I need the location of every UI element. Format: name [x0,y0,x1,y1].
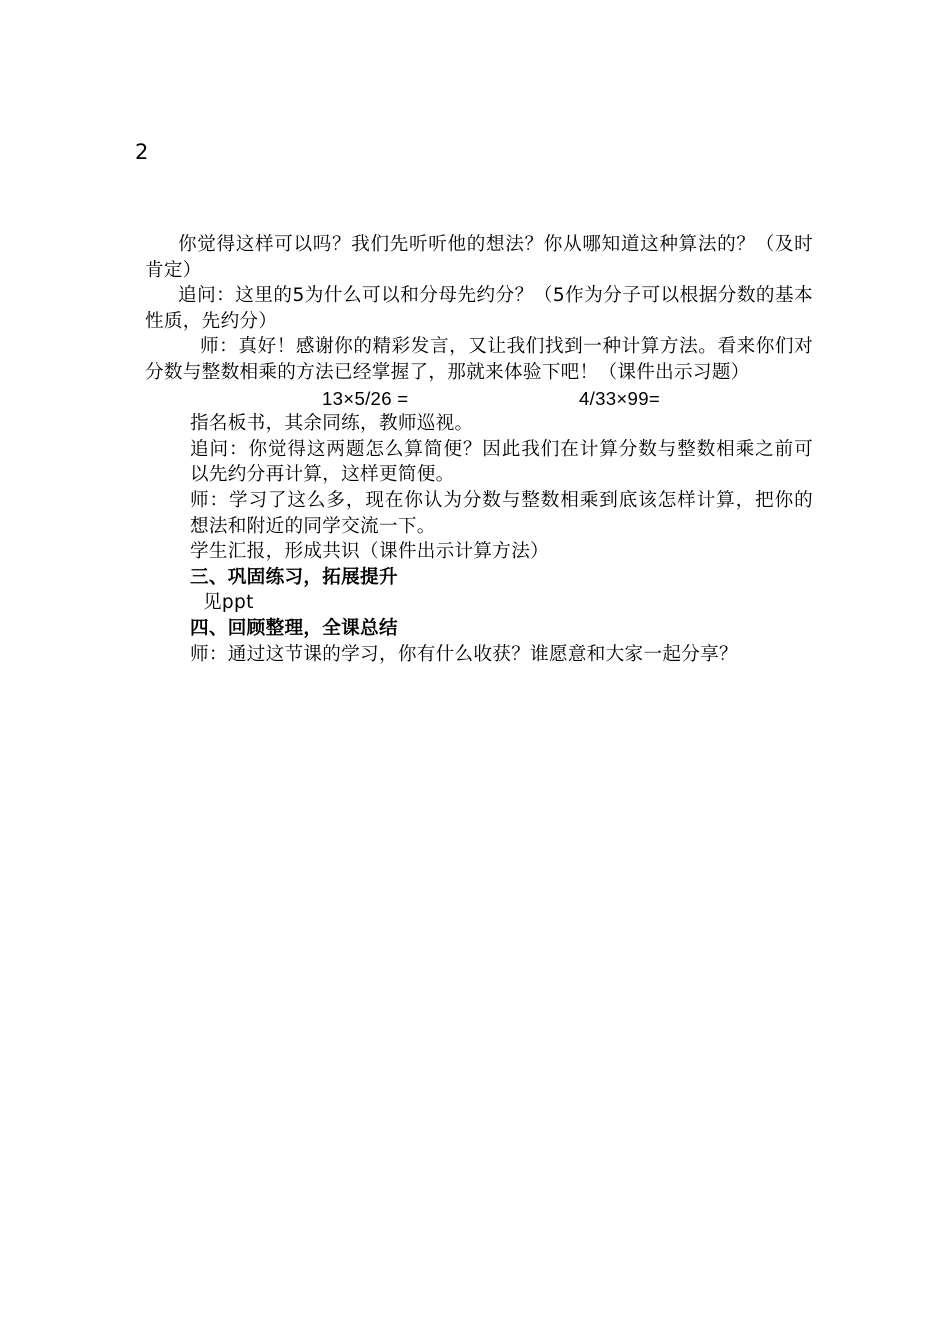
paragraph-follow-up-1: 追问：这里的5为什么可以和分母先约分？（5作为分子可以根据分数的基本性质，先约分） [145,285,813,332]
paragraph-closing-question: 师：通过这节课的学习，你有什么收获？谁愿意和大家一起分享？ [190,643,738,665]
formula-1: 13×5/26 = [322,387,409,409]
paragraph-follow-up-2: 追问：你觉得这两题怎么算简便？因此我们在计算分数与整数相乘之前可以先约分再计算，这样更简便。 [190,438,813,486]
exercise-formulas [145,386,813,412]
paragraph-student-report: 学生汇报，形成共识（课件出示计算方法） [190,541,549,563]
page-number: 2 [135,140,149,164]
paragraph-board-writing: 指名板书，其余同练，教师巡视。 [190,413,474,435]
paragraph-teacher-summary: 师：学习了这么多，现在你认为分数与整数相乘到底该怎样计算，把你的想法和附近的同学交流一下。 [190,489,813,537]
paragraph-question: 你觉得这样可以吗？我们先听听他的想法？你从哪知道这种算法的？（及时肯定） [145,234,813,281]
section-heading-3: 三、巩固练习，拓展提升 [190,566,398,588]
paragraph-see-ppt: 见ppt [203,592,254,614]
paragraph-teacher-praise: 师：真好！感谢你的精彩发言，又让我们找到一种计算方法。看来你们对分数与整数相乘的方法已经掌握了，那就来体验下吧！（课件出示习题） [145,336,813,383]
formula-2: 4/33×99= [579,387,660,409]
section-heading-4: 四、回顾整理，全课总结 [190,617,398,639]
document-body [145,232,813,667]
